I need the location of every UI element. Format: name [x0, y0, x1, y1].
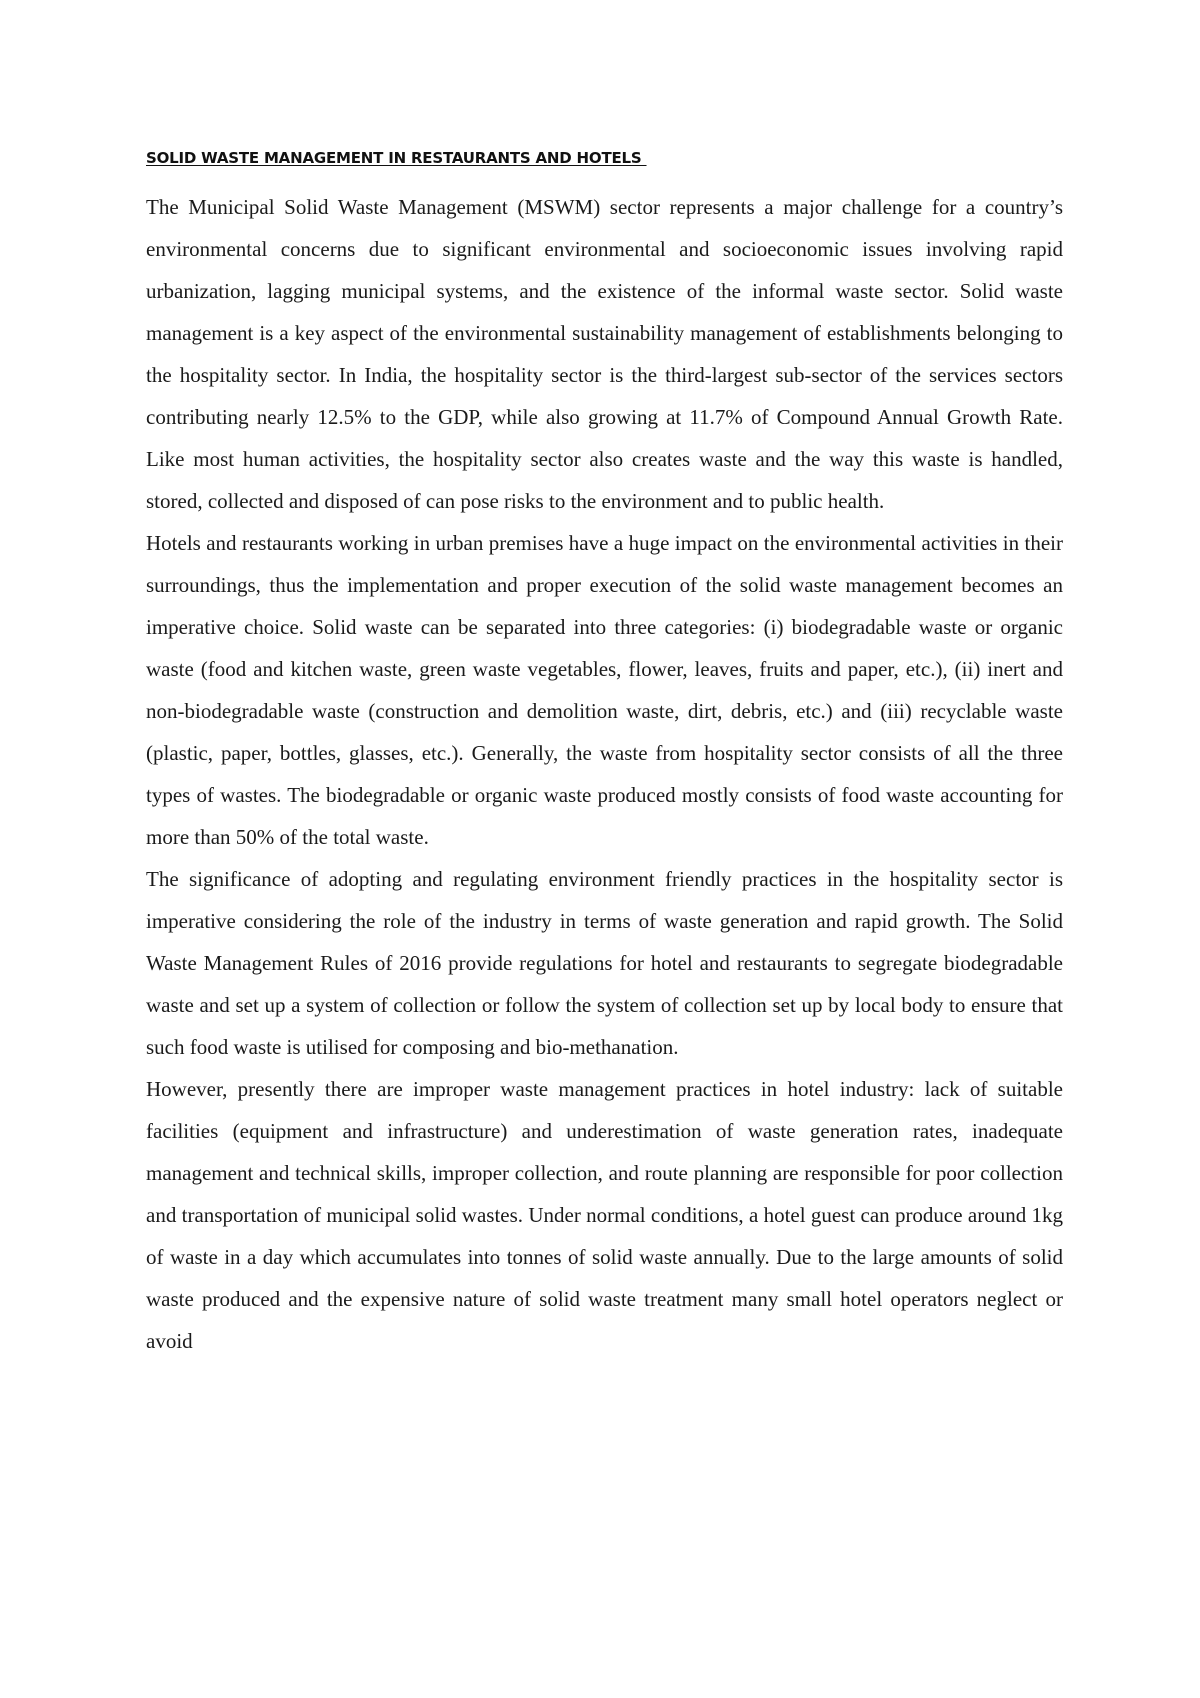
paragraph-improper-practices: However, presently there are improper waste management practices in hotel industry: lack of suitable facilities (equipment and infrastructure) and underestimation of waste generation rates, inadequate management and technical skills, improper collection, and route planning are responsible for poor collection and transportation of municipal solid wastes. Under normal conditions, a hotel guest can produce around 1kg of waste in a day which accumulates into tonnes of solid waste annually. Due to the large amounts of solid waste produced and the expensive nature of solid waste treatment many small hotel operators neglect or avoid	[146, 1077, 1063, 1353]
document-title: SOLID WASTE MANAGEMENT IN RESTAURANTS AND HOTELS	[146, 149, 647, 167]
paragraph-regulations: The significance of adopting and regulating environment friendly practices in the hospitality sector is imperative considering the role of the industry in terms of waste generation and rapid growth. The Solid Waste Management Rules of 2016 provide regulations for hotel and restaurants to segregate biodegradable waste and set up a system of collection or follow the system of collection set up by local body to ensure that such food waste is utilised for composing and bio-methanation.	[146, 867, 1063, 1059]
paragraph-waste-categories: Hotels and restaurants working in urban premises have a huge impact on the environmental activities in their surroundings, thus the implementation and proper execution of the solid waste management becomes an imperative choice. Solid waste can be separated into three categories: (i) biodegradable waste or organic waste (food and kitchen waste, green waste vegetables, flower, leaves, fruits and paper, etc.), (ii) inert and non-biodegradable waste (construction and demolition waste, dirt, debris, etc.) and (iii) recyclable waste (plastic, paper, bottles, glasses, etc.). Generally, the waste from hospitality sector consists of all the three types of wastes. The biodegradable or organic waste produced mostly consists of food waste accounting for more than 50% of the total waste.	[146, 531, 1063, 849]
paragraph-intro: The Municipal Solid Waste Management (MSWM) sector represents a major challenge for a country’s environmental concerns due to significant environmental and socioeconomic issues involving rapid urbanization, lagging municipal systems, and the existence of the informal waste sector. Solid waste management is a key aspect of the environmental sustainability management of establishments belonging to the hospitality sector. In India, the hospitality sector is the third-largest sub-sector of the services sectors contributing nearly 12.5% to the GDP, while also growing at 11.7% of Compound Annual Growth Rate. Like most human activities, the hospitality sector also creates waste and the way this waste is handled, stored, collected and disposed of can pose risks to the environment and to public health.	[146, 195, 1063, 513]
document-body	[146, 186, 1063, 1362]
